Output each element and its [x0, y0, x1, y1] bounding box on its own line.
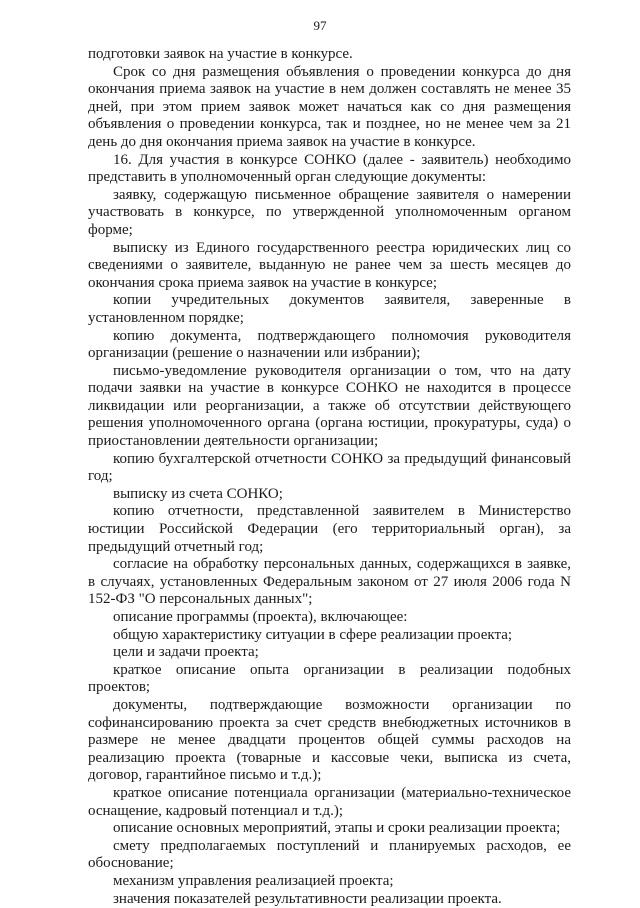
list-item-notification-letter: письмо-уведомление руководителя организации о том, что на дату подачи заявки на участие в конкурсе СОНКО не находится в процессе ликвидации или реорганизации, а также об отсутствии действующего решения уполномоченного органа (органа юстиции, прокуратуры, суда) о приостановлении деятельности организации; — [88, 363, 571, 451]
list-item-cofinancing-documents: документы, подтверждающие возможности организации по софинансированию проекта за счет средств внебюджетных источников в размере не менее двадцати процентов общей суммы расходов на реализацию проекта (товарные и кассовые чеки, выписка из счета, договор, гарантийное письмо и т.д.); — [88, 697, 571, 785]
document-body — [88, 46, 571, 908]
list-item-personal-data-consent: согласие на обработку персональных данных, содержащихся в заявке, в случаях, установленных Федеральным законом от 27 июля 2006 года N 152-ФЗ "О персональных данных"; — [88, 556, 571, 609]
list-item-goals: цели и задачи проекта; — [88, 644, 571, 662]
list-item-situation-overview: общую характеристику ситуации в сфере реализации проекта; — [88, 627, 571, 645]
list-item-authority-document: копию документа, подтверждающего полномочия руководителя организации (решение о назначении или избрании); — [88, 328, 571, 363]
list-item-accounting-report: копию бухгалтерской отчетности СОНКО за предыдущий финансовый год; — [88, 451, 571, 486]
page-number: 97 — [0, 18, 640, 34]
list-item-program-description: описание программы (проекта), включающее: — [88, 609, 571, 627]
paragraph-deadline: Срок со дня размещения объявления о проведении конкурса до дня окончания приема заявок на участие в нем должен составлять не менее 35 дней, при этом прием заявок может начаться как со дня размещения объявления о проведении конкурса, так и позднее, но не менее чем за 21 день до дня окончания приема заявок на участие в конкурсе. — [88, 64, 571, 152]
list-item-budget: смету предполагаемых поступлений и планируемых расходов, ее обоснование; — [88, 838, 571, 873]
list-item-founding-documents: копии учредительных документов заявителя, заверенные в установленном порядке; — [88, 292, 571, 327]
list-item-potential: краткое описание потенциала организации (материально-техническое оснащение, кадровый потенциал и т.д.); — [88, 785, 571, 820]
list-item-account-statement: выписку из счета СОНКО; — [88, 486, 571, 504]
paragraph-continuation: подготовки заявок на участие в конкурсе. — [88, 46, 571, 64]
list-item-activities: описание основных мероприятий, этапы и сроки реализации проекта; — [88, 820, 571, 838]
list-item-ministry-report: копию отчетности, представленной заявителем в Министерство юстиции Российской Федерации (его территориальный орган), за предыдущий отчетный год; — [88, 503, 571, 556]
list-item-experience: краткое описание опыта организации в реализации подобных проектов; — [88, 662, 571, 697]
paragraph-clause-16: 16. Для участия в конкурсе СОНКО (далее - заявитель) необходимо представить в уполномоченный орган следующие документы: — [88, 152, 571, 187]
list-item-indicators: значения показателей результативности реализации проекта. — [88, 891, 571, 908]
list-item-registry-extract: выписку из Единого государственного реестра юридических лиц со сведениями о заявителе, выданную не ранее чем за шесть месяцев до окончания срока приема заявок на участие в конкурсе; — [88, 240, 571, 293]
list-item-application: заявку, содержащую письменное обращение заявителя о намерении участвовать в конкурсе, по утвержденной уполномоченным органом форме; — [88, 187, 571, 240]
list-item-management: механизм управления реализацией проекта; — [88, 873, 571, 891]
